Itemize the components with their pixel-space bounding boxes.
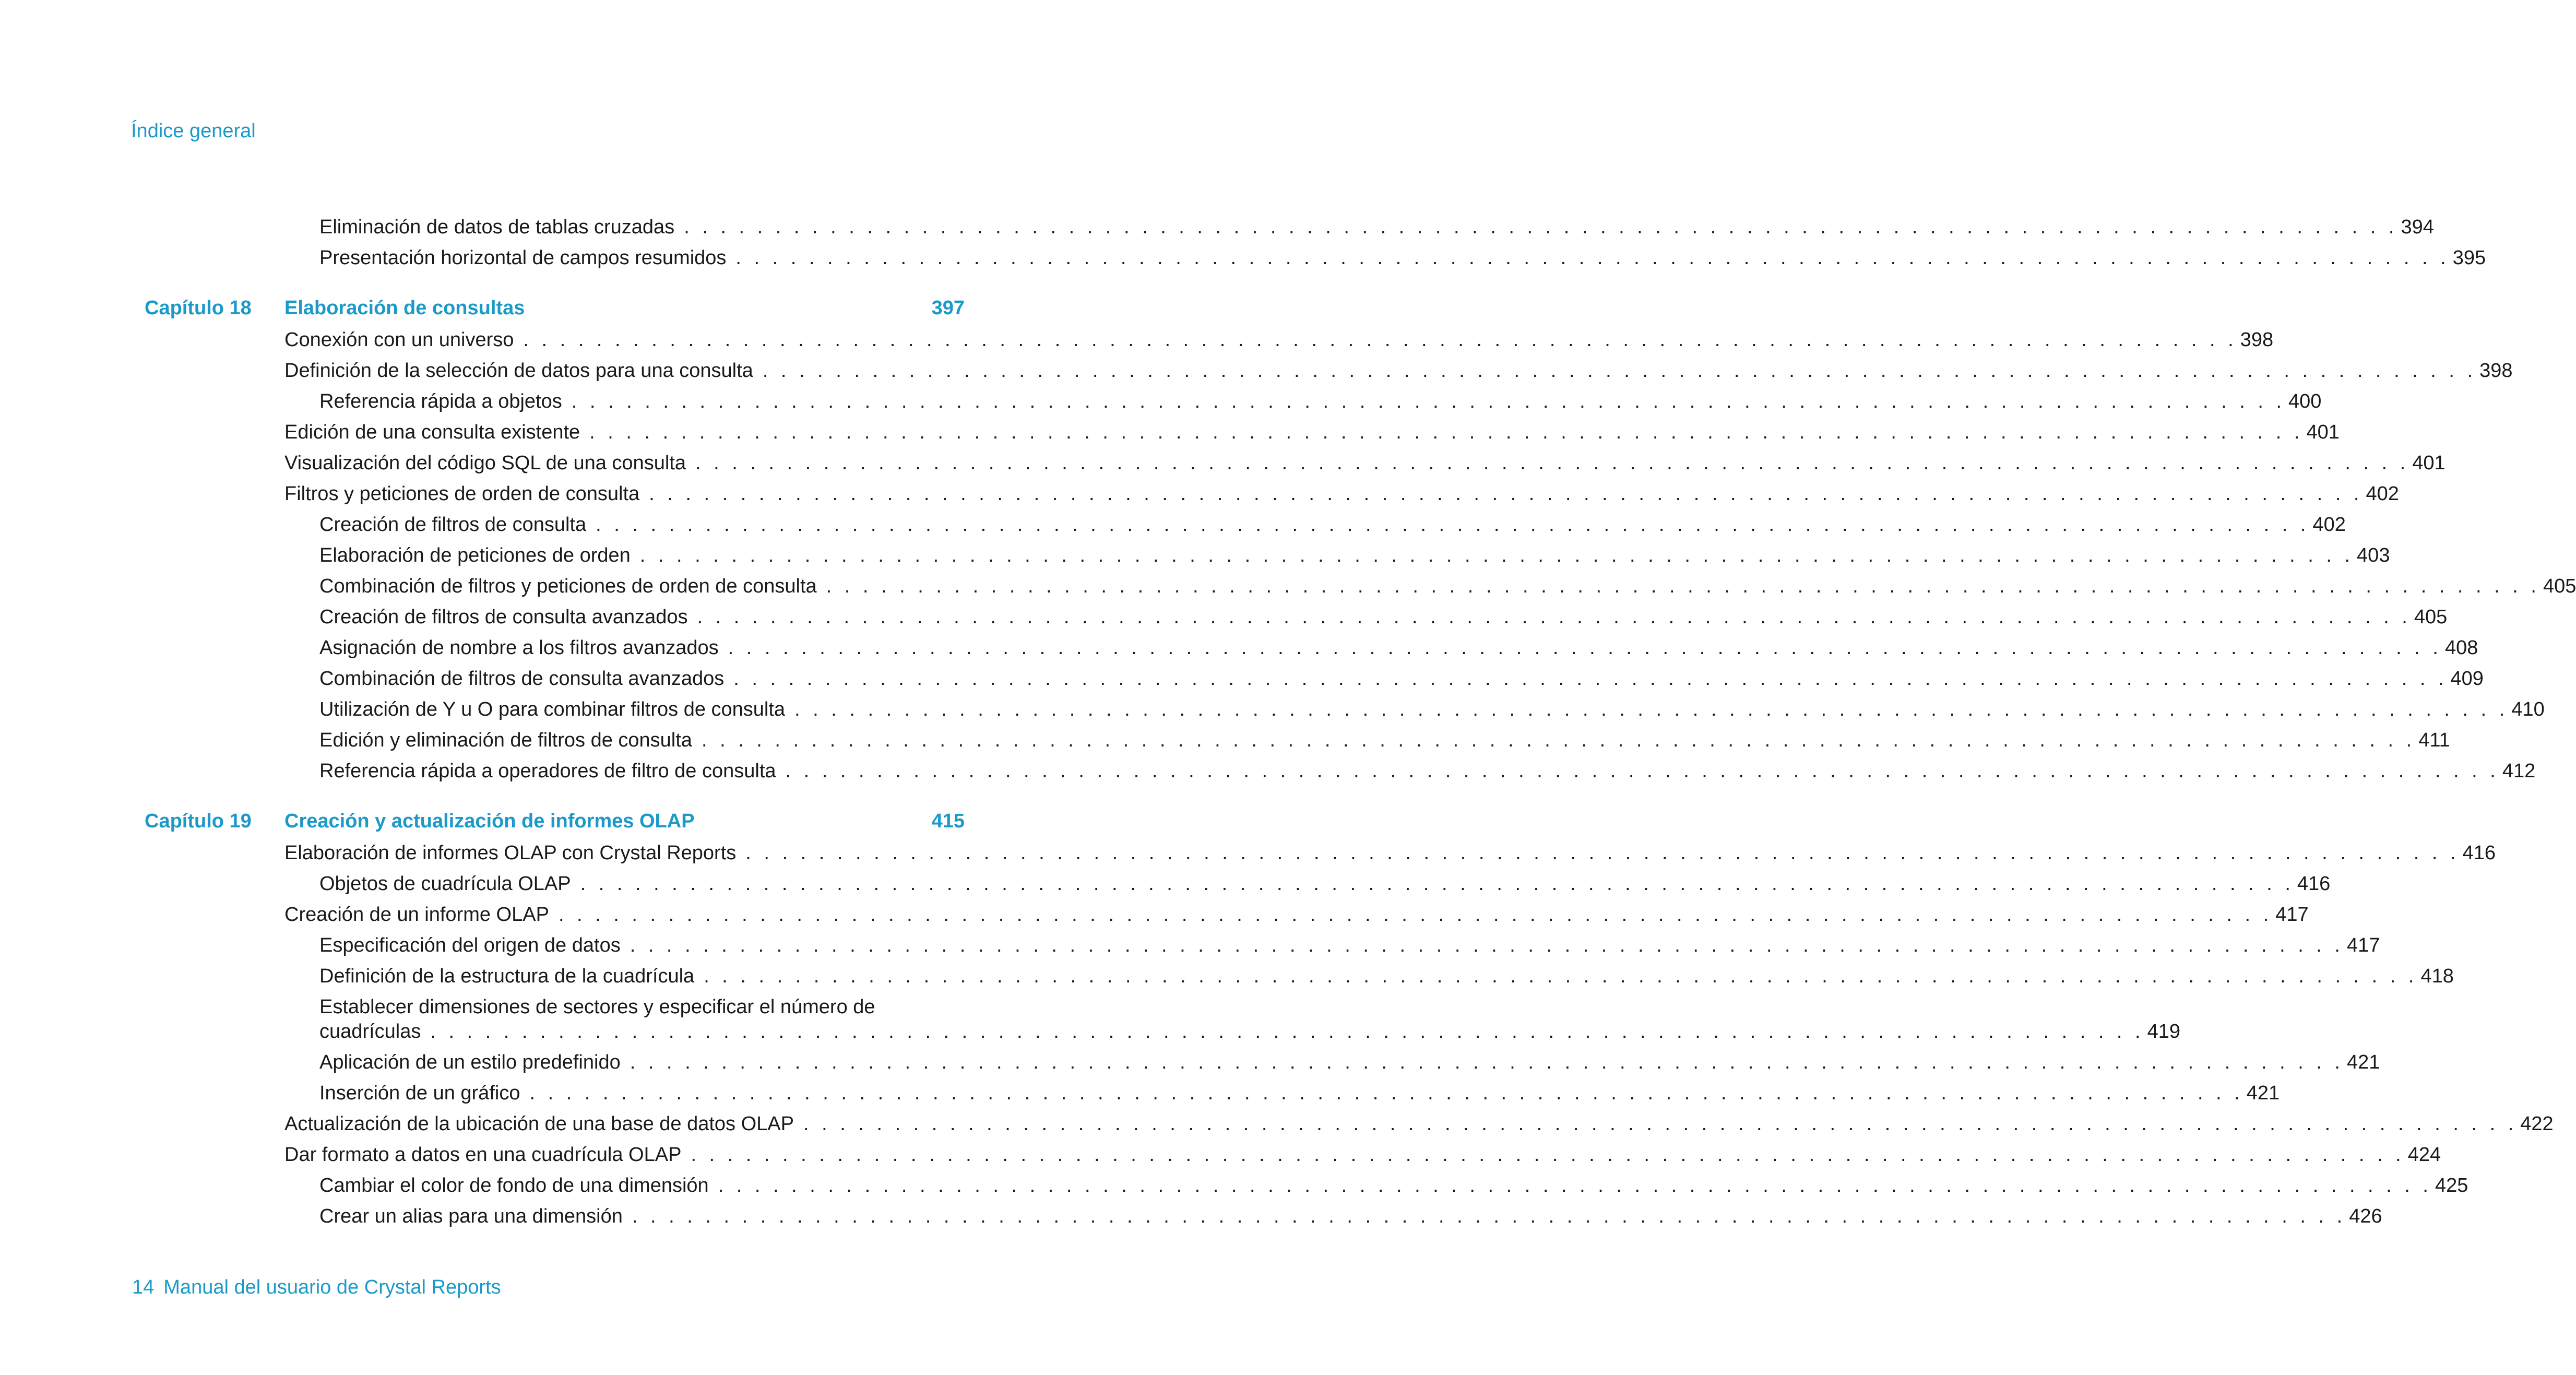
toc-entry-label: Conexión con un universo (284, 329, 514, 351)
toc-entry-label: Actualización de la ubicación de una base de datos OLAP (284, 1113, 794, 1135)
chapter-title: Creación y actualización de informes OLAP (284, 810, 695, 832)
toc-entry-label: Definición de la estructura de la cuadrícula (319, 965, 695, 987)
dot-leader: . . . . . . . . . . . . . . . . . . . . . . . . . . . . . . . . . . . . . . . . . . . . . . . . . . . . . . . . . . . . . . . . . . . . . . . . . . . . . . . . . . . . . . . . . . . . . . (733, 668, 2448, 690)
toc-entry-label: Eliminación de datos de tablas cruzadas (319, 216, 675, 238)
toc-entry[interactable] (319, 513, 2346, 537)
toc-entry[interactable] (319, 728, 2450, 753)
toc-entry-label: Elaboración de informes OLAP con Crystal Reports (284, 842, 737, 864)
toc-entry-page: 398 (2240, 329, 2274, 351)
toc-entry[interactable] (319, 964, 2454, 989)
toc-entry-page: 410 (2511, 698, 2545, 720)
dot-leader: . . . . . . . . . . . . . . . . . . . . . . . . . . . . . . . . . . . . . . . . . . . . . . . . . . . . . . . . . . . . . . . . . . . . . . . . . . . . . . . . . . . . . . . . . . . . . . (630, 1051, 2344, 1073)
toc-entry-page: 408 (2444, 637, 2478, 659)
toc-entry-page: 400 (2288, 390, 2322, 412)
toc-entry-page: 403 (2357, 544, 2390, 566)
dot-leader: . . . . . . . . . . . . . . . . . . . . . . . . . . . . . . . . . . . . . . . . . . . . . . . . . . . . . . . . . . . . . . . . . . . . . . . . . . . . . . . . . . . . . . . . . . . . . . (701, 729, 2416, 751)
dot-leader: . . . . . . . . . . . . . . . . . . . . . . . . . . . . . . . . . . . . . . . . . . . . . . . . . . . . . . . . . . . . . . . . . . . . . . . . . . . . . . . . . . . . . . . . . . . . . . (762, 360, 2477, 382)
dot-leader: . . . . . . . . . . . . . . . . . . . . . . . . . . . . . . . . . . . . . . . . . . . . . . . . . . . . . . . . . . . . . . . . . . . . . . . . . . . . . . . . . . . . . . . . . . . . . . (718, 1175, 2432, 1196)
chapter-heading[interactable] (145, 297, 965, 319)
dot-leader: . . . . . . . . . . . . . . . . . . . . . . . . . . . . . . . . . . . . . . . . . . . . . . . . . . . . . . . . . . . . . . . . . . . . . . . . . . . . . . . . . . . . . . . . . . . . . . (639, 544, 2354, 566)
toc-entry-page: 421 (2246, 1082, 2280, 1104)
toc-entry-label: Elaboración de peticiones de orden (319, 544, 631, 566)
toc-entry-page: 417 (2275, 904, 2309, 926)
toc-entry-page: 416 (2297, 873, 2331, 895)
chapter-page: 415 (931, 810, 965, 832)
toc-entry-page: 402 (2366, 483, 2399, 505)
toc-entry[interactable] (319, 636, 2478, 660)
toc-entry[interactable] (319, 1204, 2382, 1229)
toc-entry[interactable] (319, 1050, 2380, 1075)
footer-title: Manual del usuario de Crystal Reports (163, 1276, 501, 1298)
dot-leader: . . . . . . . . . . . . . . . . . . . . . . . . . . . . . . . . . . . . . . . . . . . . . . . . . . . . . . . . . . . . . . . . . . . . . . . . . . . . . . . . . . . . . . . . . . . . . . (745, 842, 2460, 864)
toc-entry-page: 422 (2520, 1113, 2554, 1135)
toc-entry[interactable] (319, 1174, 2468, 1198)
toc-entry-page: 398 (2479, 360, 2513, 382)
chapter-number: Capítulo 18 (145, 297, 252, 319)
toc-entry-page: 405 (2543, 575, 2576, 597)
page-footer (132, 1276, 501, 1299)
toc-entry-label: Objetos de cuadrícula OLAP (319, 873, 571, 895)
dot-leader: . . . . . . . . . . . . . . . . . . . . . . . . . . . . . . . . . . . . . . . . . . . . . . . . . . . . . . . . . . . . . . . . . . . . . . . . . . . . . . . . . . . . . . . . . . . . . . (704, 965, 2418, 987)
dot-leader: . . . . . . . . . . . . . . . . . . . . . . . . . . . . . . . . . . . . . . . . . . . . . . . . . . . . . . . . . . . . . . . . . . . . . . . . . . . . . . . . . . . . . . . . . . . . . . (529, 1082, 2243, 1104)
toc-entry-line1[interactable] (319, 995, 965, 1020)
toc-entry-page: 412 (2502, 760, 2536, 782)
toc-entry-label: Aplicación de un estilo predefinido (319, 1051, 621, 1073)
chapter-title: Elaboración de consultas (284, 297, 525, 319)
toc-entry[interactable] (284, 451, 2446, 476)
toc-entry[interactable] (284, 903, 2309, 927)
dot-leader: . . . . . . . . . . . . . . . . . . . . . . . . . . . . . . . . . . . . . . . . . . . . . . . . . . . . . . . . . . . . . . . . . . . . . . . . . . . . . . . . . . . . . . . . . . . . . . (697, 606, 2411, 628)
toc-entry-label: Visualización del código SQL de una consulta (284, 452, 686, 474)
chapter-heading[interactable] (145, 810, 965, 833)
toc-entry-page: 425 (2435, 1175, 2468, 1196)
dot-leader: . . . . . . . . . . . . . . . . . . . . . . . . . . . . . . . . . . . . . . . . . . . . . . . . . . . . . . . . . . . . . . . . . . . . . . . . . . . . . . . . . . . . . . . . . . . . . . (580, 873, 2294, 895)
toc-entry-label: Crear un alias para una dimensión (319, 1205, 623, 1227)
dot-leader: . . . . . . . . . . . . . . . . . . . . . . . . . . . . . . . . . . . . . . . . . . . . . . . . . . . . . . . . . . . . . . . . . . . . . . . . . . . . . . . . . . . . . . . . . . . . . . (785, 760, 2499, 782)
toc-entry-label: Creación de filtros de consulta avanzados (319, 606, 688, 628)
toc-entry-label: Referencia rápida a operadores de filtro de consulta (319, 760, 776, 782)
toc-entry-label: Edición y eliminación de filtros de consulta (319, 729, 692, 751)
chapter-page: 397 (931, 297, 965, 319)
dot-leader: . . . . . . . . . . . . . . . . . . . . . . . . . . . . . . . . . . . . . . . . . . . . . . . . . . . . . . . . . . . . . . . . . . . . . . . . . . . . . . . . . . . . . . . . . . . . . . (558, 904, 2273, 926)
toc-entry-label: Presentación horizontal de campos resumidos (319, 247, 727, 269)
toc-entry[interactable] (319, 667, 2484, 691)
running-head: Índice general (131, 120, 256, 142)
dot-leader: . . . . . . . . . . . . . . . . . . . . . . . . . . . . . . . . . . . . . . . . . . . . . . . . . . . . . . . . . . . . . . . . . . . . . . . . . . . . . . . . . . . . . . . . . . . . . . (826, 575, 2540, 597)
dot-leader: . . . . . . . . . . . . . . . . . . . . . . . . . . . . . . . . . . . . . . . . . . . . . . . . . . . . . . . . . . . . . . . . . . . . . . . . . . . . . . . . . . . . . . . . . . . . . . (803, 1113, 2518, 1135)
dot-leader: . . . . . . . . . . . . . . . . . . . . . . . . . . . . . . . . . . . . . . . . . . . . . . . . . . . . . . . . . . . . . . . . . . . . . . . . . . . . . . . . . . . . . . . . . . . . . . (649, 483, 2363, 505)
toc-entry[interactable] (319, 872, 2331, 896)
chapter-number: Capítulo 19 (145, 810, 252, 832)
toc-entry-page: 411 (2418, 729, 2450, 751)
toc-entry-label: cuadrículas (319, 1021, 421, 1042)
dot-leader: . . . . . . . . . . . . . . . . . . . . . . . . . . . . . . . . . . . . . . . . . . . . . . . . . . . . . . . . . . . . . . . . . . . . . . . . . . . . . . . . . . . . . . . . . . . . . . (632, 1205, 2346, 1227)
toc-entry[interactable] (319, 697, 2545, 722)
toc-entry-page: 421 (2347, 1051, 2380, 1073)
dot-leader: . . . . . . . . . . . . . . . . . . . . . . . . . . . . . . . . . . . . . . . . . . . . . . . . . . . . . . . . . . . . . . . . . . . . . . . . . . . . . . . . . . . . . . . . . . . . . . (523, 329, 2237, 351)
toc-entry-page: 416 (2462, 842, 2496, 864)
toc-entry-label: Especificación del origen de datos (319, 934, 621, 956)
toc-entry-label: Cambiar el color de fondo de una dimensión (319, 1175, 709, 1196)
toc-entry-page: 405 (2414, 606, 2448, 628)
toc-entry[interactable] (319, 246, 2486, 270)
toc-entry[interactable] (319, 1020, 2181, 1044)
toc-entry-label: Creación de un informe OLAP (284, 904, 549, 926)
dot-leader: . . . . . . . . . . . . . . . . . . . . . . . . . . . . . . . . . . . . . . . . . . . . . . . . . . . . . . . . . . . . . . . . . . . . . . . . . . . . . . . . . . . . . . . . . . . . . . (735, 247, 2450, 269)
toc-entry-label: Referencia rápida a objetos (319, 390, 562, 412)
toc-entry-label: Dar formato a datos en una cuadrícula OLAP (284, 1144, 682, 1166)
toc-entry[interactable] (319, 759, 2536, 784)
toc-entry-label: Definición de la selección de datos para una consulta (284, 360, 753, 382)
toc-entry-page: 394 (2401, 216, 2434, 238)
toc-entry-label: Inserción de un gráfico (319, 1082, 520, 1104)
toc-entry[interactable] (284, 420, 2340, 445)
toc-entry-page: 401 (2412, 452, 2446, 474)
dot-leader: . . . . . . . . . . . . . . . . . . . . . . . . . . . . . . . . . . . . . . . . . . . . . . . . . . . . . . . . . . . . . . . . . . . . . . . . . . . . . . . . . . . . . . . . . . . . . . (728, 637, 2442, 659)
toc-entry[interactable] (319, 933, 2380, 958)
toc-entry-label: Combinación de filtros de consulta avanzados (319, 668, 725, 690)
toc-entry-page: 419 (2147, 1021, 2181, 1042)
toc-entry[interactable] (284, 482, 2399, 506)
dot-leader: . . . . . . . . . . . . . . . . . . . . . . . . . . . . . . . . . . . . . . . . . . . . . . . . . . . . . . . . . . . . . . . . . . . . . . . . . . . . . . . . . . . . . . . . . . . . . . (430, 1021, 2144, 1042)
footer-page-number: 14 (132, 1276, 155, 1298)
dot-leader: . . . . . . . . . . . . . . . . . . . . . . . . . . . . . . . . . . . . . . . . . . . . . . . . . . . . . . . . . . . . . . . . . . . . . . . . . . . . . . . . . . . . . . . . . . . . . . (571, 390, 2286, 412)
toc-entry-page: 418 (2420, 965, 2454, 987)
toc-entry-page: 402 (2312, 514, 2346, 536)
toc-entry-label: Filtros y peticiones de orden de consulta (284, 483, 640, 505)
toc-entry[interactable] (284, 1112, 2554, 1136)
toc-entry[interactable] (319, 1081, 2280, 1106)
toc-entry-page: 426 (2349, 1205, 2382, 1227)
dot-leader: . . . . . . . . . . . . . . . . . . . . . . . . . . . . . . . . . . . . . . . . . . . . . . . . . . . . . . . . . . . . . . . . . . . . . . . . . . . . . . . . . . . . . . . . . . . . . . (630, 934, 2344, 956)
toc-entry[interactable] (319, 605, 2448, 630)
toc-entry[interactable] (284, 841, 2496, 866)
toc-entry-label: Asignación de nombre a los filtros avanzados (319, 637, 719, 659)
toc-entry-page: 417 (2346, 934, 2380, 956)
dot-leader: . . . . . . . . . . . . . . . . . . . . . . . . . . . . . . . . . . . . . . . . . . . . . . . . . . . . . . . . . . . . . . . . . . . . . . . . . . . . . . . . . . . . . . . . . . . . . . (691, 1144, 2405, 1166)
toc-entry-page: 395 (2452, 247, 2486, 269)
toc-entry-page: 409 (2450, 668, 2484, 690)
toc-entry-label: Edición de una consulta existente (284, 421, 580, 443)
dot-leader: . . . . . . . . . . . . . . . . . . . . . . . . . . . . . . . . . . . . . . . . . . . . . . . . . . . . . . . . . . . . . . . . . . . . . . . . . . . . . . . . . . . . . . . . . . . . . . (589, 421, 2304, 443)
toc-entry-label: Creación de filtros de consulta (319, 514, 587, 536)
dot-leader: . . . . . . . . . . . . . . . . . . . . . . . . . . . . . . . . . . . . . . . . . . . . . . . . . . . . . . . . . . . . . . . . . . . . . . . . . . . . . . . . . . . . . . . . . . . . . . (596, 514, 2310, 536)
toc-entry[interactable] (319, 543, 2390, 568)
toc-entry[interactable] (284, 359, 2513, 383)
toc-entry-page: 424 (2407, 1144, 2441, 1166)
toc-entry-label: Utilización de Y u O para combinar filtros de consulta (319, 698, 786, 720)
dot-leader: . . . . . . . . . . . . . . . . . . . . . . . . . . . . . . . . . . . . . . . . . . . . . . . . . . . . . . . . . . . . . . . . . . . . . . . . . . . . . . . . . . . . . . . . . . . . . . (684, 216, 2398, 238)
dot-leader: . . . . . . . . . . . . . . . . . . . . . . . . . . . . . . . . . . . . . . . . . . . . . . . . . . . . . . . . . . . . . . . . . . . . . . . . . . . . . . . . . . . . . . . . . . . . . . (695, 452, 2409, 474)
toc-entry[interactable] (319, 215, 2434, 240)
toc-entry[interactable] (284, 328, 2274, 352)
toc-entry-label: Combinación de filtros y peticiones de orden de consulta (319, 575, 817, 597)
toc-entry-label: Establecer dimensiones de sectores y especificar el número de (319, 996, 875, 1018)
dot-leader: . . . . . . . . . . . . . . . . . . . . . . . . . . . . . . . . . . . . . . . . . . . . . . . . . . . . . . . . . . . . . . . . . . . . . . . . . . . . . . . . . . . . . . . . . . . . . . (794, 698, 2509, 720)
toc-entry[interactable] (319, 389, 2322, 414)
toc-entry-page: 401 (2306, 421, 2340, 443)
toc-entry[interactable] (284, 1143, 2441, 1167)
toc-entry[interactable] (319, 574, 2576, 599)
